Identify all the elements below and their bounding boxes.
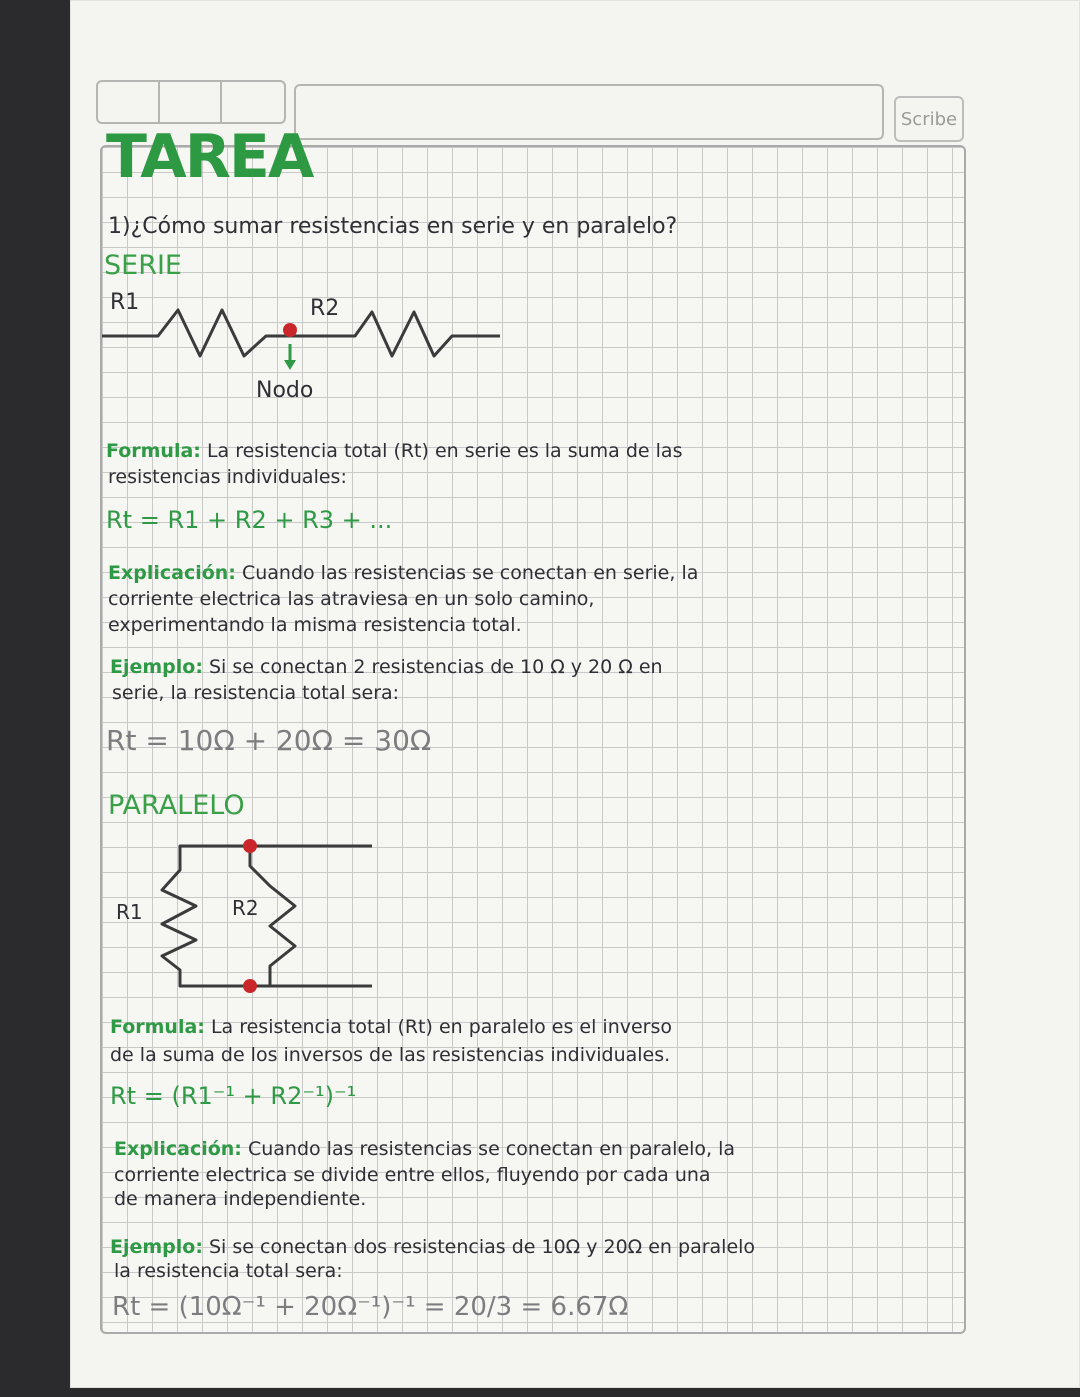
paralelo-formula-text: La resistencia total (Rt) en paralelo es el inverso (210, 1016, 673, 1038)
paralelo-example-label: Ejemplo: (110, 1236, 203, 1258)
page-title: TAREA (106, 122, 313, 192)
top-node-dot (243, 839, 257, 853)
parallel-circuit-wire (162, 846, 372, 986)
paralelo-formula (110, 1016, 672, 1038)
paralelo-formula-label: Formula: (110, 1016, 205, 1038)
serie-r2-label: R2 (310, 296, 340, 321)
paralelo-explanation (114, 1138, 735, 1160)
serie-formula-text-2: resistencias individuales: (108, 466, 347, 488)
paralelo-example-text-2: la resistencia total sera: (114, 1260, 343, 1282)
paralelo-formula-text-2: de la suma de los inversos de las resistencias individuales. (110, 1044, 671, 1066)
date-box (96, 80, 286, 124)
paralelo-r2-label: R2 (232, 896, 259, 920)
paralelo-example-text: Si se conectan dos resistencias de 10Ω y 20Ω en paralelo (209, 1236, 756, 1258)
serie-explanation-text: Cuando las resistencias se conectan en serie, la (241, 562, 699, 584)
serie-formula-label: Formula: (106, 440, 201, 462)
serie-formula-text: La resistencia total (Rt) en serie es la suma de las (206, 440, 683, 462)
node-label: Nodo (256, 378, 314, 403)
serie-example-result: Rt = 10Ω + 20Ω = 30Ω (106, 724, 432, 757)
paralelo-example-result: Rt = (10Ω⁻¹ + 20Ω⁻¹)⁻¹ = 20/3 = 6.67Ω (112, 1292, 629, 1322)
title-box (294, 84, 884, 140)
serie-explanation (108, 562, 698, 584)
paralelo-equation: Rt = (R1⁻¹ + R2⁻¹)⁻¹ (110, 1082, 357, 1110)
serie-heading: SERIE (104, 250, 182, 281)
serie-example-label: Ejemplo: (110, 656, 203, 678)
serie-explanation-text-2: corriente electrica las atraviesa en un solo camino, (108, 588, 595, 610)
parallel-circuit-diagram (150, 830, 390, 1000)
paralelo-example (110, 1236, 755, 1258)
serie-example-text: Si se conectan 2 resistencias de 10 Ω y 20 Ω en (209, 656, 663, 678)
node-dot (283, 323, 297, 337)
serie-example (110, 656, 663, 678)
date-box-divider (220, 82, 222, 122)
paralelo-explanation-label: Explicación: (114, 1138, 242, 1160)
paralelo-r1-label: R1 (116, 900, 143, 924)
node-arrow-head (284, 360, 296, 370)
serie-explanation-label: Explicación: (108, 562, 236, 584)
paralelo-heading: PARALELO (108, 790, 245, 821)
scribe-logo: Scribe (894, 96, 964, 142)
paralelo-explanation-text-3: de manera independiente. (114, 1188, 367, 1210)
serie-example-text-2: serie, la resistencia total sera: (112, 682, 400, 704)
question: 1)¿Cómo sumar resistencias en serie y en paralelo? (108, 214, 678, 239)
serie-explanation-text-3: experimentando la misma resistencia total. (108, 614, 522, 636)
paralelo-explanation-text-2: corriente electrica se divide entre ellos, fluyendo por cada una (114, 1164, 711, 1186)
bottom-node-dot (243, 979, 257, 993)
serie-equation: Rt = R1 + R2 + R3 + ... (106, 506, 393, 534)
serie-r1-label: R1 (110, 290, 140, 315)
serie-formula (106, 440, 682, 462)
series-circuit-wire (102, 310, 500, 356)
paralelo-explanation-text: Cuando las resistencias se conectan en paralelo, la (247, 1138, 736, 1160)
date-box-divider (158, 82, 160, 122)
